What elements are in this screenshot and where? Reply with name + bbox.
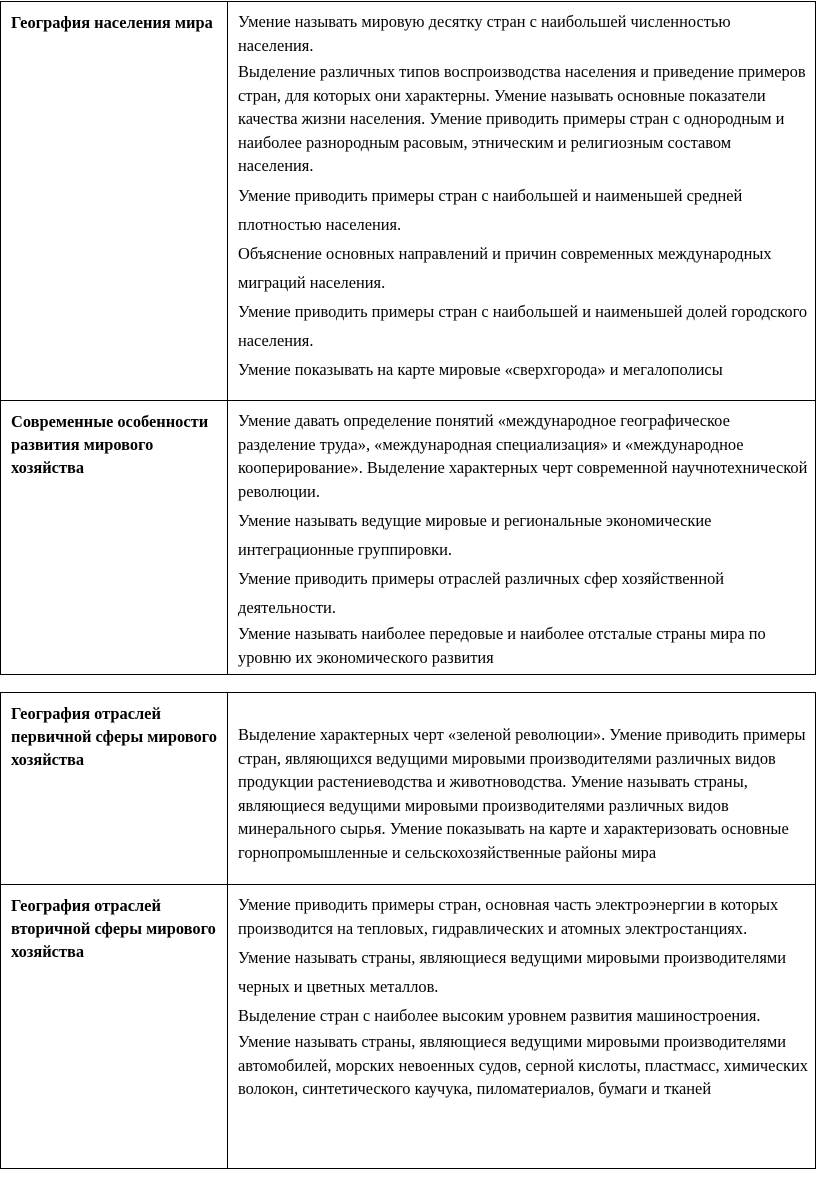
competency-table-1 [0,1,816,675]
content-paragraph: Умение приводить примеры стран с наибольшей и наименьшей средней плотностью населения. [238,185,743,234]
topic-cell [1,401,228,675]
content-paragraph: Умение называть наиболее передовые и наиболее отсталые страны мира по уровню их экономического развития [238,624,766,667]
content-paragraph: Выделение характерных черт «зеленой революции». Умение приводить примеры стран, являющихся ведущими мировыми производителями различных видов продукции растениеводства и животноводства. Умение называть страны, являющиеся ведущими мировыми производителями различных видов минерального сырья. Умение показывать на карте и характеризовать основные горнопромышленные и сельскохозяйственные районы мира [238,725,806,862]
content-paragraph: Умение называть страны, являющиеся ведущими мировыми производителями автомобилей, морских невоенных судов, серной кислоты, пластмасс, химических волокон, синтетического каучука, пиломатериалов, бумаги и тканей [238,1032,808,1098]
content-paragraph: Умение называть мировую десятку стран с наибольшей численностью населения. [238,12,731,55]
content-paragraph: Умение приводить примеры отраслей различных сфер хозяйственной деятельности. [238,569,725,617]
content-cell [228,885,816,1169]
table-row [1,2,816,401]
content-cell [228,2,816,401]
content-cell [228,401,816,675]
content-paragraph: Выделение различных типов воспроизводства населения и приведение примеров стран, для которых они характерны. Умение называть основные показатели качества жизни населения. Умение приводить примеры стран с однородным и наиболее разнородным расовым, этническим и религиозным составом населения. [238,62,806,175]
topic-cell [1,693,228,885]
content-paragraph: Умение приводить примеры стран, основная часть электроэнергии в которых производится на тепловых, гидравлических и атомных электростанциях. [238,895,779,938]
content-cell [228,693,816,885]
table-row [1,885,816,1169]
content-paragraph: Умение называть страны, являющиеся ведущими мировыми производителями черных и цветных металлов. [238,948,787,996]
topic-cell [1,2,228,401]
content-paragraph: Объяснение основных направлений и причин современных международных миграций населения. [238,243,772,292]
table-row [1,401,816,675]
content-paragraph: Умение давать определение понятий «международное географическое разделение труда», «международная специализация» и «международное кооперирование». Выделение характерных черт современной научнотехнической революции. [238,411,808,501]
table-row [1,693,816,885]
topic-title: География населения мира [11,13,213,32]
topic-title: Современные особенности развития мирового хозяйства [11,412,209,477]
content-paragraph: Умение называть ведущие мировые и региональные экономические интеграционные группировки. [238,511,712,559]
topic-title: География отраслей вторичной сферы мирового хозяйства [11,896,216,961]
content-paragraph: Умение показывать на карте мировые «сверхгорода» и мегалополисы [238,359,723,379]
content-paragraph: Выделение стран с наиболее высоким уровнем развития машиностроения. [238,1006,761,1025]
competency-table-2 [0,692,816,1169]
content-paragraph: Умение приводить примеры стран с наибольшей и наименьшей долей городского населения. [238,301,808,350]
topic-title: География отраслей первичной сферы мирового хозяйства [11,704,217,769]
topic-cell [1,885,228,1169]
